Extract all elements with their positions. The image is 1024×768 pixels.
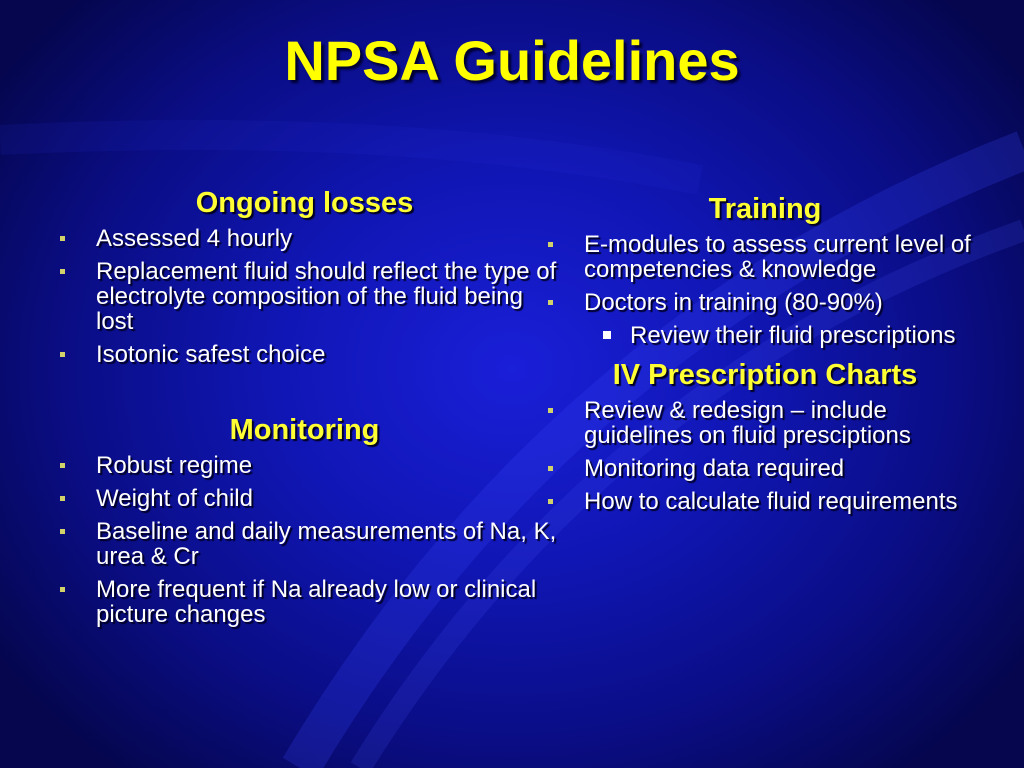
- list-item: Monitoring data required: [540, 456, 990, 481]
- list-item: Doctors in training (80-90%): [540, 290, 990, 315]
- section-heading-monitoring: Monitoring: [229, 414, 380, 446]
- list-item: E-modules to assess current level of competencies & knowledge: [540, 232, 990, 282]
- training-sublist: [540, 323, 990, 348]
- iv-charts-list: [540, 398, 990, 514]
- list-item: More frequent if Na already low or clinical picture changes: [52, 577, 557, 627]
- list-item: How to calculate fluid requirements: [540, 489, 990, 514]
- list-item: Robust regime: [52, 453, 557, 478]
- training-list: [540, 232, 990, 315]
- sub-list-item: Review their fluid prescriptions: [540, 323, 990, 348]
- page-title: NPSA Guidelines: [284, 29, 740, 92]
- list-item: Review & redesign – include guidelines on fluid presciptions: [540, 398, 990, 448]
- list-item: Baseline and daily measurements of Na, K, urea & Cr: [52, 519, 557, 569]
- list-item: Assessed 4 hourly: [52, 226, 557, 251]
- monitoring-list: [52, 453, 557, 627]
- section-heading-ongoing-losses: Ongoing losses: [195, 187, 414, 219]
- section-heading-training: Training: [708, 193, 822, 225]
- left-column: [52, 186, 557, 635]
- ongoing-losses-list: [52, 226, 557, 367]
- section-heading-iv-prescription-charts: IV Prescription Charts: [612, 359, 918, 391]
- list-item: Weight of child: [52, 486, 557, 511]
- list-item: Isotonic safest choice: [52, 342, 557, 367]
- right-column: [540, 192, 990, 522]
- list-item: Replacement fluid should reflect the type of electrolyte composition of the fluid being lost: [52, 259, 557, 334]
